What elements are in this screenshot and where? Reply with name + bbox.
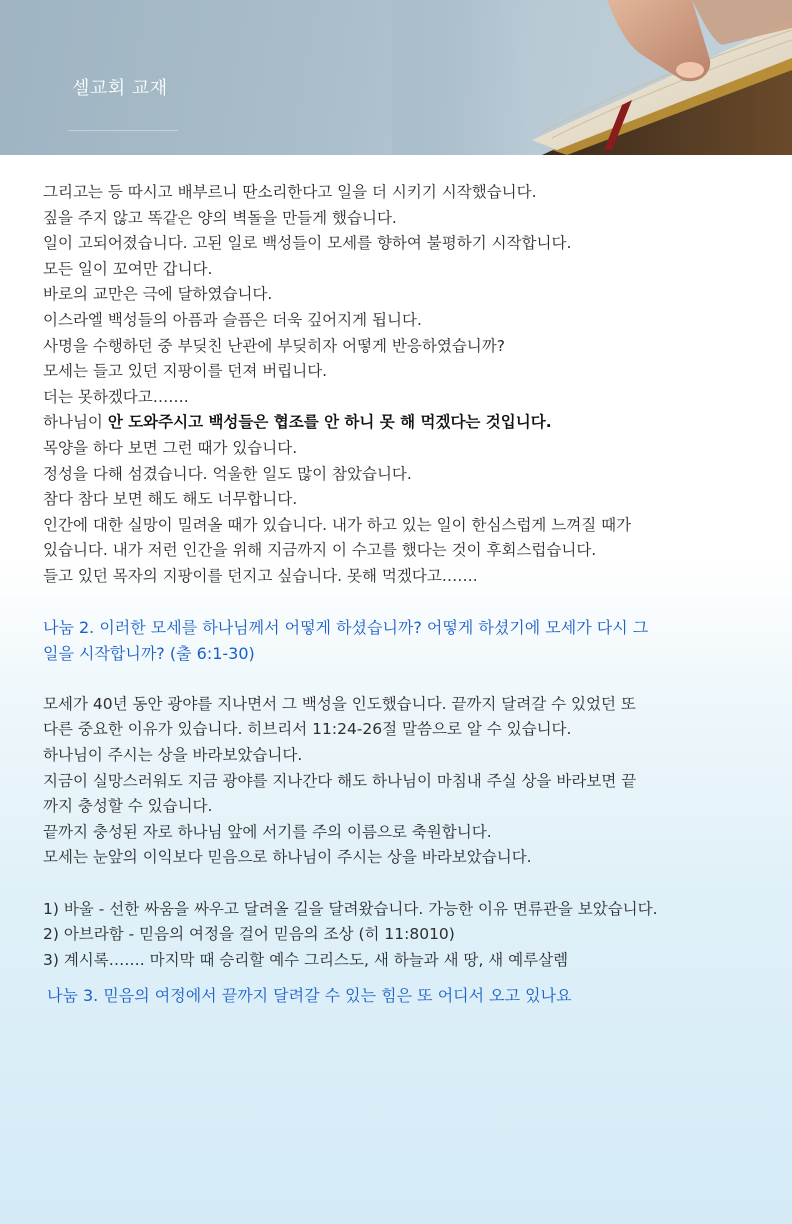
paragraph-line: 짚을 주지 않고 똑같은 양의 벽돌을 만들게 했습니다. <box>43 208 397 227</box>
paragraph-line: 목양을 하다 보면 그런 때가 있습니다. <box>43 438 298 457</box>
paragraph-line: 모든 일이 꼬여만 갑니다. <box>43 259 213 278</box>
emphasis-line <box>43 410 763 436</box>
paragraph-line: 지금이 실망스러워도 지금 광야를 지나간다 해도 하나님이 마침내 주실 상을 바라보면 끝 <box>43 771 637 790</box>
paragraph-line: 인간에 대한 실망이 밀려올 때가 있습니다. 내가 하고 있는 일이 한심스럽게 느껴질 때가 <box>43 515 632 534</box>
paragraph-line: 사명을 수행하던 중 부딪친 난관에 부딪히자 어떻게 반응하였습니까? <box>43 336 505 355</box>
list-item: 3) 계시록……. 마지막 때 승리할 예수 그리스도, 새 하늘과 새 땅, 새 예루살렘 <box>43 950 569 969</box>
paragraph-line: 일이 고되어졌습니다. 고된 일로 백성들이 모세를 향하여 불평하기 시작합니다. <box>43 234 572 253</box>
question-3-heading: 나눔 3. 믿음의 여정에서 끝까지 달려갈 수 있는 힘은 또 어디서 오고 있나요 <box>47 986 572 1006</box>
paragraph-line: 모세가 40년 동안 광야를 지나면서 그 백성을 인도했습니다. 끝까지 달려갈 수 있었던 또 <box>43 694 636 713</box>
question-2-heading: 나눔 2. 이러한 모세를 하나님께서 어떻게 하셨습니까? 어떻게 하셨기에 모세가 다시 그 <box>43 618 649 638</box>
paragraph-line: 끝까지 충성된 자로 하나님 앞에 서기를 주의 이름으로 축원합니다. <box>43 822 492 841</box>
paragraph-line: 참다 참다 보면 해도 해도 너무합니다. <box>43 490 298 509</box>
paragraph-line: 그리고는 등 따시고 배부르니 딴소리한다고 일을 더 시키기 시작했습니다. <box>43 183 537 201</box>
header-banner <box>0 0 792 155</box>
main-content <box>43 180 763 1009</box>
bible-hand-image <box>392 0 792 155</box>
paragraph-line: 정성을 다해 섬겼습니다. 억울한 일도 많이 참았습니다. <box>43 464 412 483</box>
paragraph-line: 있습니다. 내가 저런 인간을 위해 지금까지 이 수고를 했다는 것이 후회스럽습니다. <box>43 541 597 560</box>
question-2-heading-cont: 일을 시작합니까? (출 6:1-30) <box>43 643 255 663</box>
spacer <box>43 666 763 692</box>
banner-title: 셀교회 교재 <box>72 78 168 99</box>
paragraph-line: 이스라엘 백성들의 아픔과 슬픔은 더욱 깊어지게 됩니다. <box>43 310 422 329</box>
spacer <box>43 590 763 616</box>
paragraph-line: 까지 충성할 수 있습니다. <box>43 797 213 816</box>
spacer <box>43 973 763 983</box>
paragraph-line: 다른 중요한 이유가 있습니다. 히브리서 11:24-26절 말씀으로 알 수 있습니다. <box>43 720 572 739</box>
spacer <box>43 871 763 897</box>
emphasis-bold-text: 안 도와주시고 백성들은 협조를 안 하니 못 해 먹겠다는 것입니다. <box>107 413 552 432</box>
list-item: 2) 아브라함 - 믿음의 여정을 걸어 믿음의 조상 (히 11:8010) <box>43 925 455 944</box>
paragraph-line: 들고 있던 목자의 지팡이를 던지고 싶습니다. 못해 먹겠다고……. <box>43 566 478 585</box>
banner-divider <box>68 130 178 131</box>
emphasis-prefix: 하나님이 <box>43 413 108 432</box>
paragraph-line: 더는 못하겠다고……. <box>43 387 189 406</box>
paragraph-line: 모세는 눈앞의 이익보다 믿음으로 하나님이 주시는 상을 바라보았습니다. <box>43 848 532 867</box>
paragraph-line: 모세는 들고 있던 지팡이를 던져 버립니다. <box>43 362 328 381</box>
list-item: 1) 바울 - 선한 싸움을 싸우고 달려올 길을 달려왔습니다. 가능한 이유 면류관을 보았습니다. <box>43 899 658 918</box>
paragraph-line: 바로의 교만은 극에 달하였습니다. <box>43 285 273 304</box>
paragraph-line: 하나님이 주시는 상을 바라보았습니다. <box>43 746 303 765</box>
